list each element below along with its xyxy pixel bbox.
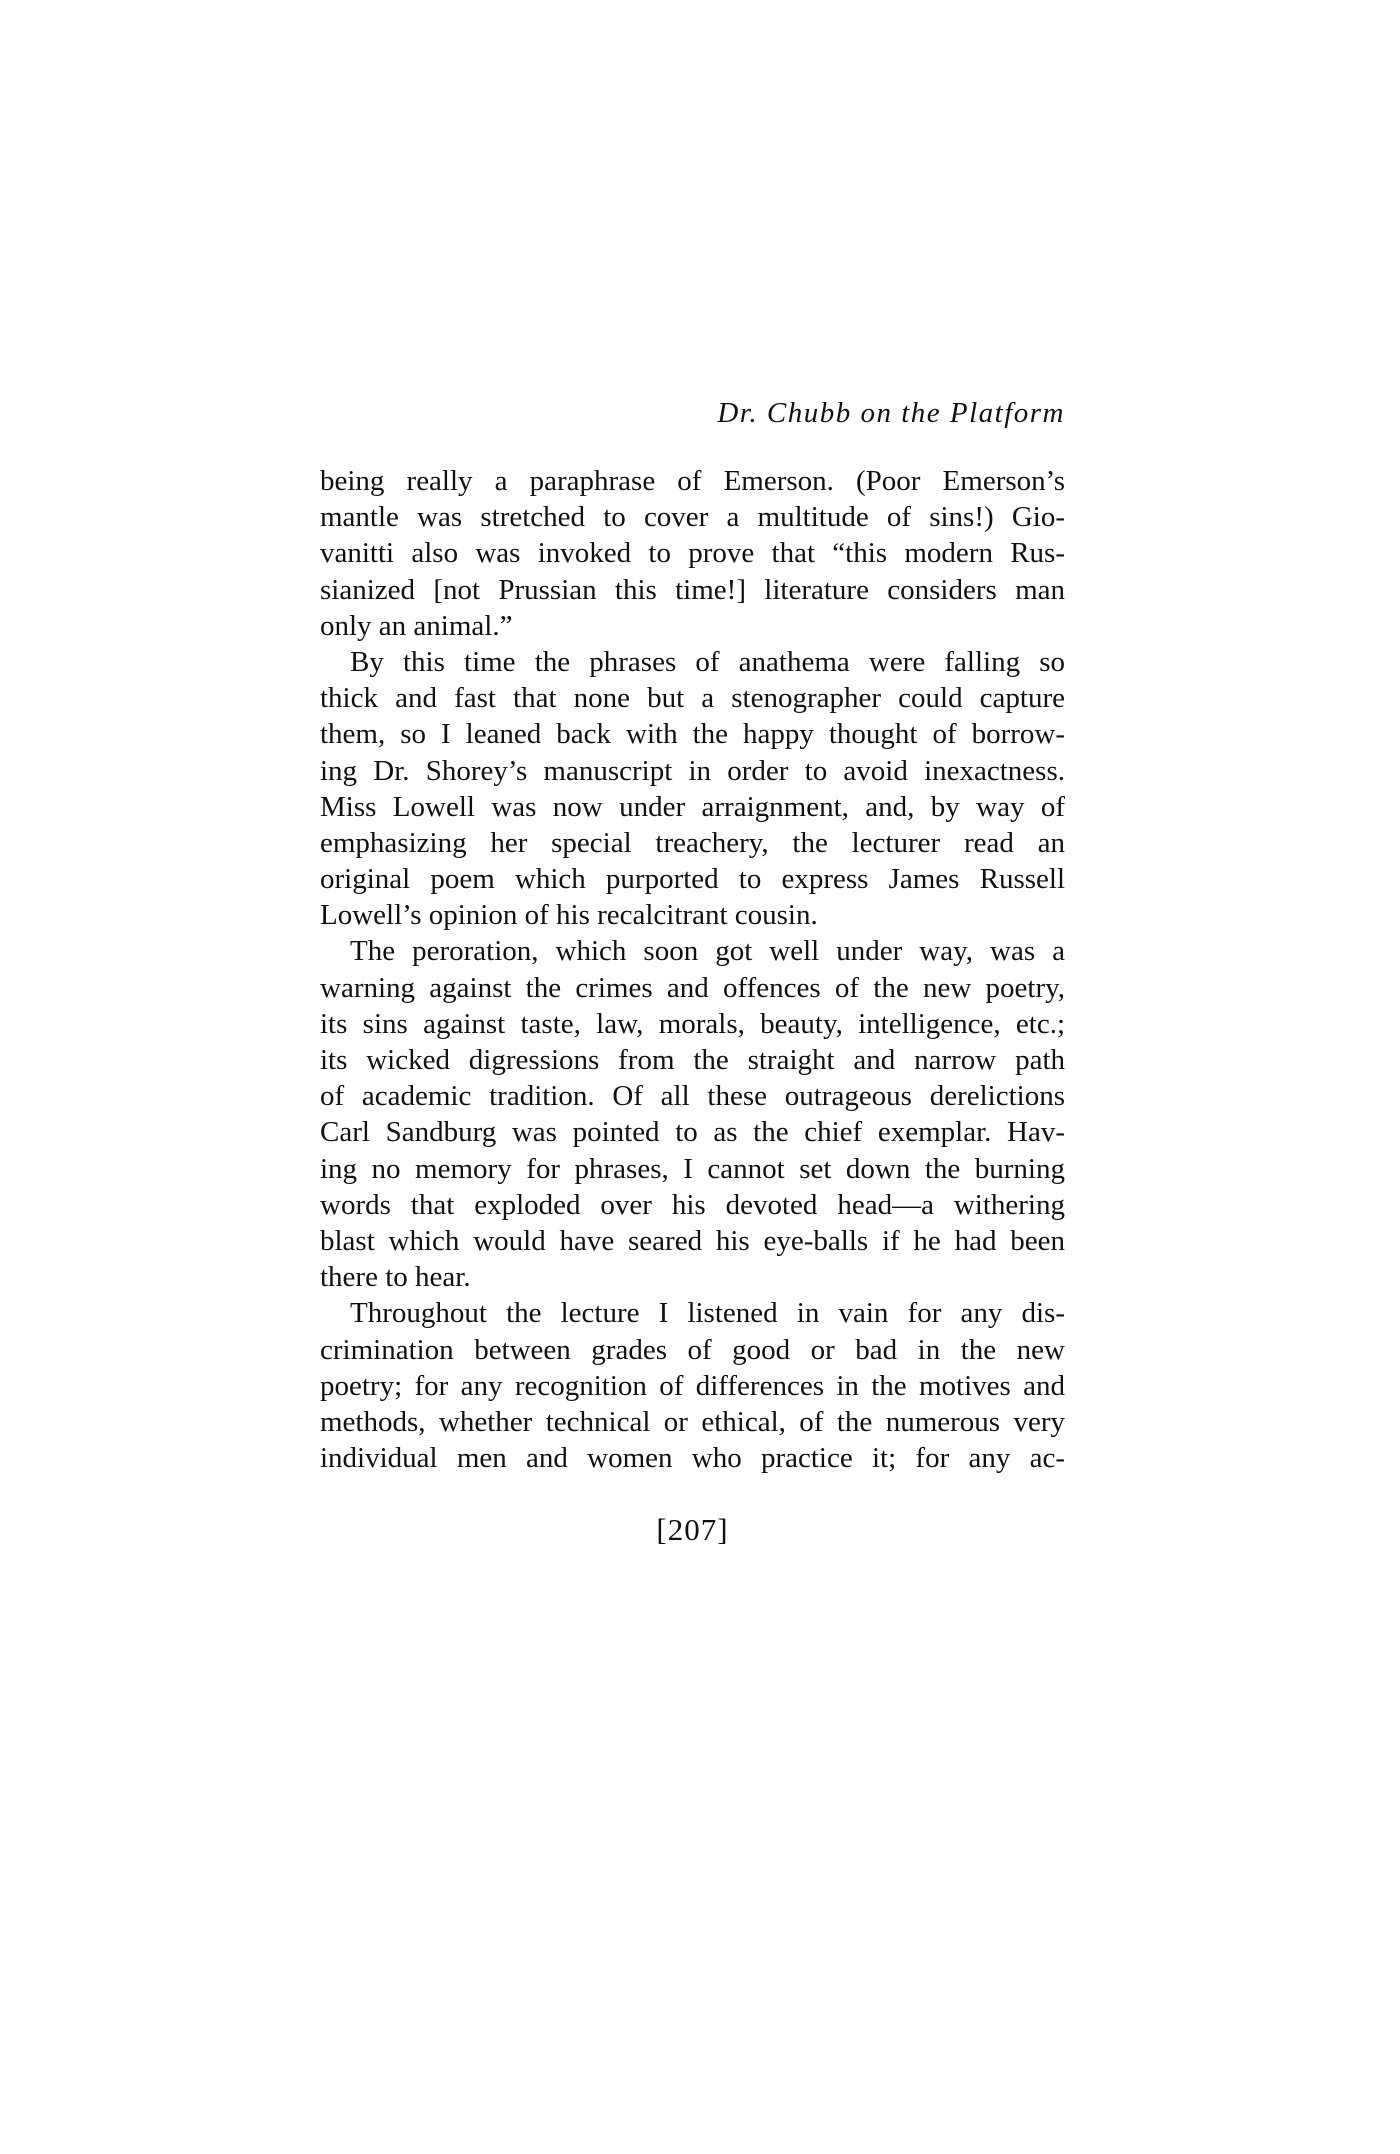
text-line: sianized [not Prussian this time!] literature considers man [320,573,1065,606]
text-line: original poem which purported to express James Russell [320,863,1065,896]
text-line: crimination between grades of good or bad in the new [320,1333,1065,1366]
text-line: poetry; for any recognition of differences in the motives and [320,1369,1065,1402]
text-line: thick and fast that none but a stenographer could capture [320,682,1065,715]
text-line: methods, whether technical or ethical, of the numerous very [320,1405,1065,1438]
text-line: of academic tradition. Of all these outrageous derelictions [320,1080,1065,1113]
text-line: blast which would have seared his eye-balls if he had been [320,1224,1065,1257]
body-text [320,463,1065,1476]
text-line: being really a paraphrase of Emerson. (Poor Emerson’s [320,465,1065,497]
page-number: [207] [656,1512,729,1547]
text-line: Carl Sandburg was pointed to as the chief exemplar. Hav- [320,1116,1065,1149]
text-line: emphasizing her special treachery, the lecturer read an [320,826,1065,859]
text-line: its sins against taste, law, morals, beauty, intelligence, etc.; [320,1007,1065,1040]
text-line: them, so I leaned back with the happy thought of borrow- [320,718,1065,751]
running-head: Dr. Chubb on the Platform [717,397,1065,429]
text-line: The peroration, which soon got well under way, was a [350,935,1065,968]
text-line: warning against the crimes and offences of the new poetry, [320,971,1065,1004]
text-line: Lowell’s opinion of his recalcitrant cousin. [320,899,818,932]
text-line: its wicked digressions from the straight and narrow path [320,1044,1065,1076]
text-line: there to hear. [320,1261,471,1294]
text-line: Throughout the lecture I listened in vain for any dis- [350,1297,1065,1330]
text-line: ing no memory for phrases, I cannot set down the burning [320,1152,1065,1185]
text-line: words that exploded over his devoted head—a withering [320,1188,1065,1221]
text-line: only an animal.” [320,609,513,642]
text-line: individual men and women who practice it; for any ac- [320,1442,1065,1475]
text-line: ing Dr. Shorey’s manuscript in order to avoid inexactness. [320,754,1065,787]
text-line: vanitti also was invoked to prove that “this modern Rus- [320,537,1065,570]
text-line: By this time the phrases of anathema were falling so [350,645,1065,678]
text-line: mantle was stretched to cover a multitude of sins!) Gio- [320,501,1065,534]
text-line: Miss Lowell was now under arraignment, and, by way of [320,790,1065,823]
